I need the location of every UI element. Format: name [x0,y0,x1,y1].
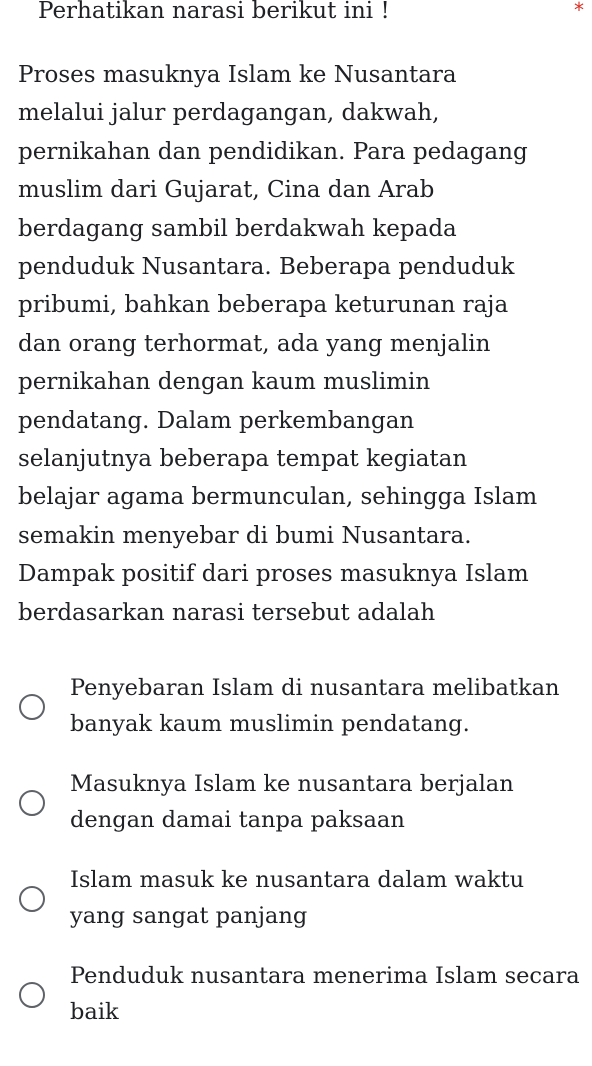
option-label-line: Penduduk nusantara menerima Islam secara [70,963,580,989]
narrative-line: pendatang. Dalam perkembangan [18,407,415,434]
option-label-line: dengan damai tanpa paksaan [70,807,405,833]
option-label-line: Islam masuk ke nusantara dalam waktu [70,867,525,893]
narrative-line: pernikahan dan pendidikan. Para pedagang [18,138,528,165]
narrative-line: semakin menyebar di bumi Nusantara. [18,522,472,549]
narrative-line: melalui jalur perdagangan, dakwah, [18,100,440,127]
option-label-line: banyak kaum muslimin pendatang. [70,711,470,737]
answer-option-label [70,958,585,1030]
answer-option-label [70,766,585,838]
narrative-line: belajar agama bermunculan, sehingga Islam [18,484,538,511]
narrative-line: selanjutnya beberapa tempat kegiatan [18,446,468,473]
answer-option-label [70,670,585,742]
answer-option-1[interactable] [0,668,592,764]
narrative-line: muslim dari Gujarat, Cina dan Arab [18,177,435,204]
option-label-line: baik [70,999,119,1025]
narrative-line: Proses masuknya Islam ke Nusantara [18,62,457,88]
narrative-line: Dampak positif dari proses masuknya Islam [18,561,529,588]
narrative-line: berdagang sambil berdakwah kepada [18,215,457,242]
answer-options [0,668,592,1052]
narrative-line: berdasarkan narasi tersebut adalah [18,599,436,626]
question-narrative [18,56,580,632]
answer-option-label [70,862,585,934]
narrative-line: penduduk Nusantara. Beberapa penduduk [18,254,515,281]
narrative-line: pernikahan dengan kaum muslimin [18,369,431,396]
answer-option-2[interactable] [0,764,592,860]
radio-button[interactable] [19,982,45,1008]
radio-button[interactable] [19,694,45,720]
option-label-line: yang sangat panjang [70,903,308,929]
narrative-line: pribumi, bahkan beberapa keturunan raja [18,292,509,319]
radio-button[interactable] [19,886,45,912]
question-header [0,0,592,30]
answer-option-3[interactable] [0,860,592,956]
required-asterisk: * [574,0,584,22]
option-label-line: Penyebaran Islam di nusantara melibatkan [70,675,560,701]
option-label-line: Masuknya Islam ke nusantara berjalan [70,771,514,797]
narrative-line: dan orang terhormat, ada yang menjalin [18,330,491,357]
question-title: Perhatikan narasi berikut ini ! [38,0,390,24]
answer-option-4[interactable] [0,956,592,1052]
radio-button[interactable] [19,790,45,816]
